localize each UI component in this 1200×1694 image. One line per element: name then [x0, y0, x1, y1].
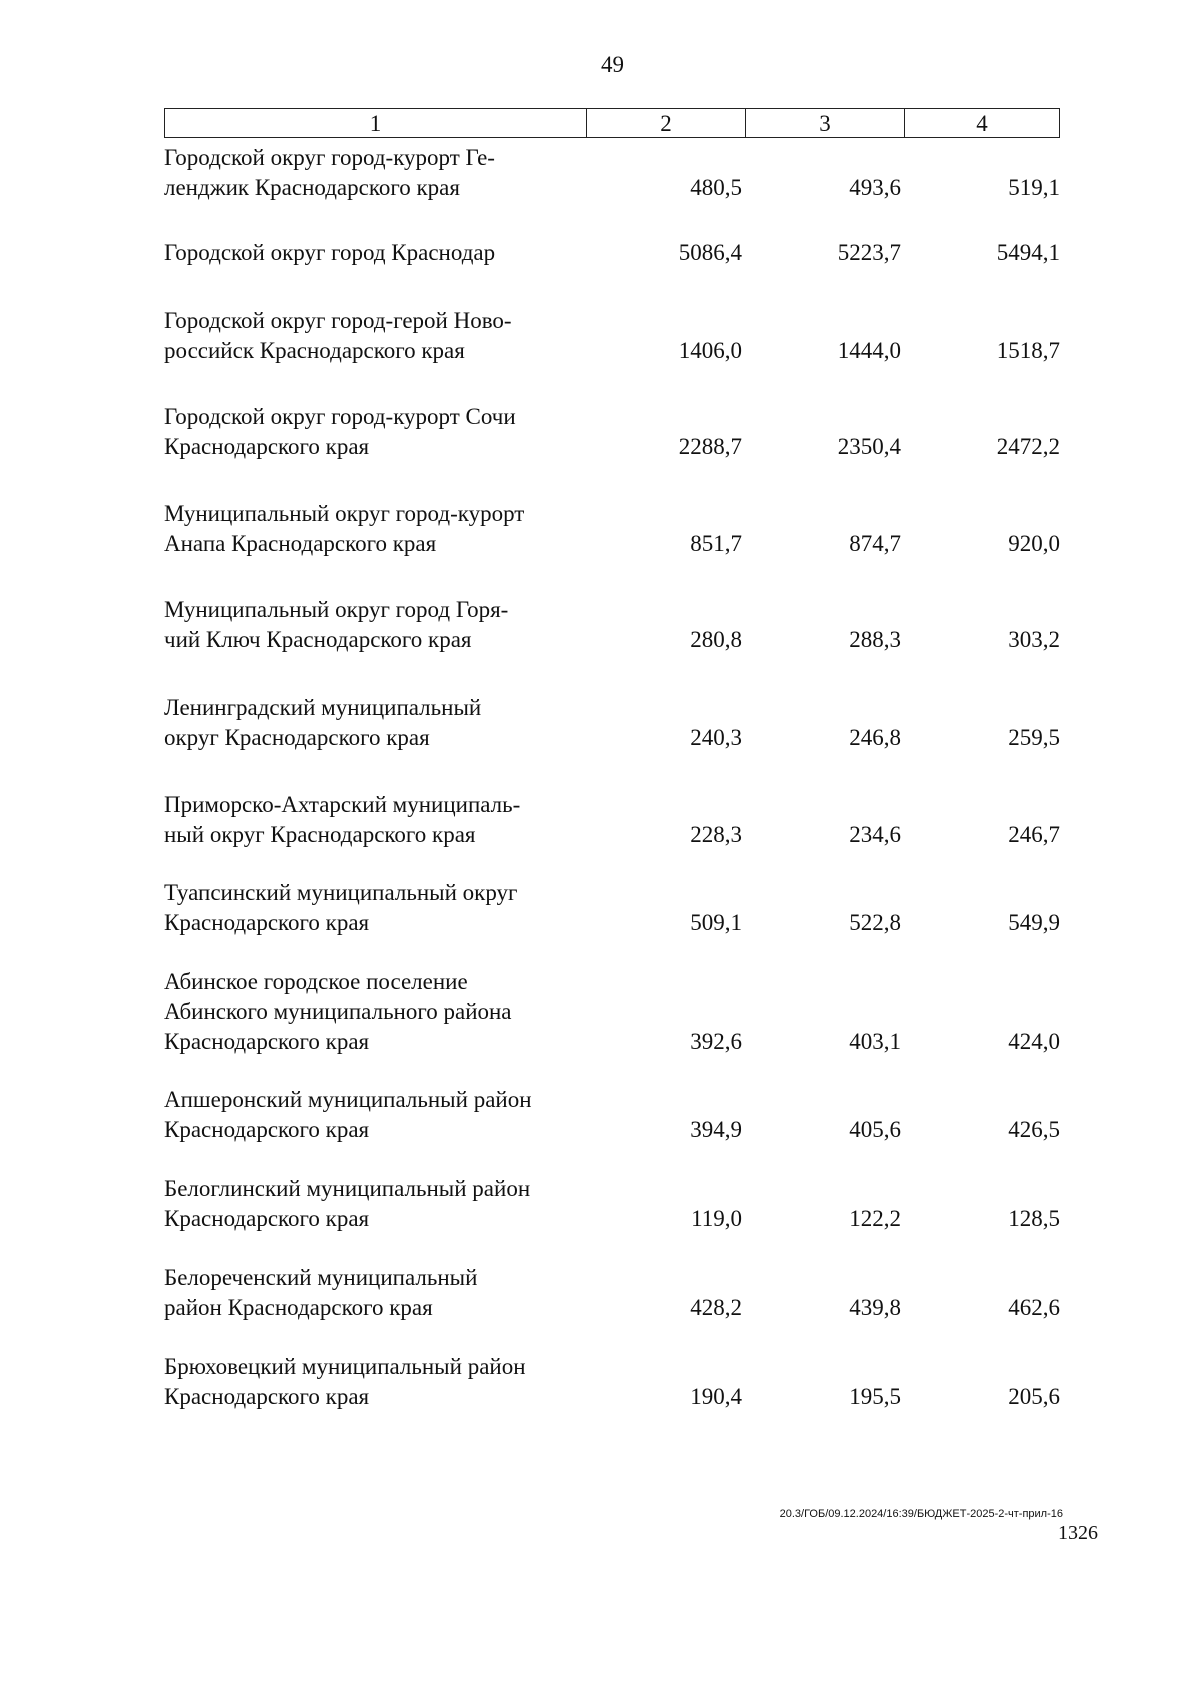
- row-value-col4: 259,5: [1008, 725, 1060, 750]
- page-number: 49: [601, 52, 624, 77]
- row-value-col3: 288,3: [849, 627, 901, 652]
- row-name: Муниципальный округ город Горя- чий Ключ Краснодарского края: [164, 597, 509, 652]
- row-value-col3: 405,6: [849, 1117, 901, 1142]
- row-value-col4: 920,0: [1008, 531, 1060, 556]
- row-name: Городской округ город-курорт Сочи Краснодарского края: [164, 404, 516, 459]
- row-value-col2: 228,3: [690, 822, 742, 847]
- row-value-col2: 392,6: [690, 1029, 742, 1054]
- row-value-col3: 2350,4: [837, 434, 901, 459]
- row-value-col2: 394,9: [690, 1117, 742, 1142]
- row-name: Брюховецкий муниципальный район Краснодарского края: [164, 1354, 526, 1409]
- sheet-number: 1326: [1058, 1522, 1098, 1544]
- row-value-col3: 403,1: [849, 1029, 901, 1054]
- row-value-col2: 240,3: [690, 725, 742, 750]
- row-name: Белоглинский муниципальный район Краснодарского края: [164, 1176, 531, 1231]
- row-value-col3: 234,6: [849, 822, 901, 847]
- document-code: 20.3/ГОБ/09.12.2024/16:39/БЮДЖЕТ-2025-2-чт-прил-16: [779, 1508, 1063, 1520]
- row-value-col2: 428,2: [690, 1295, 742, 1320]
- row-value-col4: 462,6: [1008, 1295, 1060, 1320]
- row-value-col4: 519,1: [1008, 175, 1060, 200]
- row-name: Апшеронский муниципальный район Краснодарского края: [164, 1087, 532, 1142]
- header-col-4: 4: [976, 111, 988, 136]
- row-value-col3: 195,5: [849, 1384, 901, 1409]
- row-name: Городской округ город-курорт Ге- ленджик Краснодарского края: [164, 145, 495, 200]
- header-col-1: 1: [165, 109, 587, 137]
- row-name: Муниципальный округ город-курорт Анапа Краснодарского края: [164, 501, 525, 556]
- row-value-col2: 190,4: [690, 1384, 742, 1409]
- row-value-col4: 5494,1: [996, 240, 1060, 265]
- row-value-col2: 119,0: [691, 1206, 742, 1231]
- row-name: Абинское городское поселение Абинского муниципального района Краснодарского края: [164, 969, 512, 1054]
- row-value-col4: 426,5: [1008, 1117, 1060, 1142]
- row-value-col2: 5086,4: [678, 240, 742, 265]
- header-col-2: 2: [587, 109, 746, 137]
- row-value-col4: 1518,7: [996, 338, 1060, 363]
- row-name: Ленинградский муниципальный округ Краснодарского края: [164, 695, 482, 750]
- row-name: Городской округ город-герой Ново- российск Краснодарского края: [164, 308, 512, 363]
- row-name: Туапсинский муниципальный округ Краснодарского края: [164, 880, 518, 935]
- row-value-col4: 205,6: [1008, 1384, 1060, 1409]
- row-value-col4: 246,7: [1008, 822, 1060, 847]
- row-value-col4: 2472,2: [996, 434, 1060, 459]
- row-value-col3: 439,8: [849, 1295, 901, 1320]
- row-value-col2: 480,5: [690, 175, 742, 200]
- row-value-col3: 874,7: [849, 531, 901, 556]
- row-value-col3: 5223,7: [837, 240, 901, 265]
- row-value-col4: 549,9: [1008, 910, 1060, 935]
- row-value-col2: 1406,0: [678, 338, 742, 363]
- row-value-col3: 122,2: [849, 1206, 901, 1231]
- row-name: Городской округ город Краснодар: [164, 240, 496, 265]
- row-value-col2: 2288,7: [678, 434, 742, 459]
- row-name: Белореченский муниципальный район Краснодарского края: [164, 1265, 478, 1320]
- row-value-col3: 493,6: [849, 175, 901, 200]
- row-value-col2: 851,7: [690, 531, 742, 556]
- row-value-col2: 280,8: [690, 627, 742, 652]
- row-value-col3: 246,8: [849, 725, 901, 750]
- row-value-col2: 509,1: [690, 910, 742, 935]
- table-header: [164, 108, 1060, 138]
- row-value-col3: 1444,0: [837, 338, 901, 363]
- row-value-col4: 128,5: [1008, 1206, 1060, 1231]
- row-value-col4: 303,2: [1008, 627, 1060, 652]
- header-col-3: 3: [746, 109, 905, 137]
- row-value-col3: 522,8: [849, 910, 901, 935]
- row-value-col4: 424,0: [1008, 1029, 1060, 1054]
- row-name: Приморско-Ахтарский муниципаль- ный округ Краснодарского края: [164, 792, 521, 847]
